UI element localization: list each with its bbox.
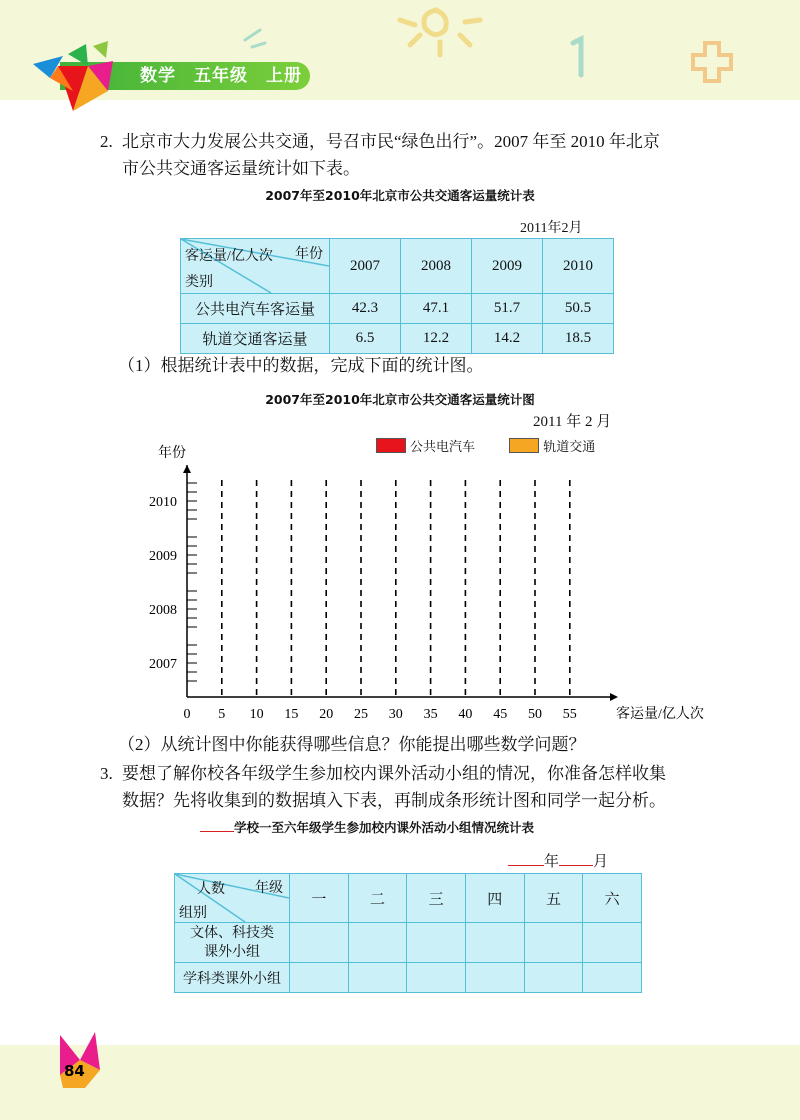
input-cell[interactable] [465,923,524,963]
table-2-caption [200,818,620,836]
table-2-diagonal-header [175,874,290,923]
input-cell[interactable] [583,963,642,993]
table-cell: 42.3 [330,294,401,324]
year-header-cell: 2008 [401,239,472,294]
table-row [181,324,614,354]
question-2-line-2: 市公共交通客运量统计如下表。 [122,159,360,178]
x-tick-label: 35 [423,707,438,722]
x-axis-arrow [610,693,618,701]
input-cell[interactable] [290,963,349,993]
x-tick-label: 15 [284,707,299,722]
x-axis-label: 客运量/亿人次 [616,707,704,722]
x-tick-label: 20 [319,707,334,722]
grade-header-cell: 三 [407,874,466,923]
grade-header-cell: 二 [348,874,407,923]
header-category-label: 类别 [185,275,213,290]
header-group-label: 组别 [179,906,207,921]
table-1-diagonal-header [181,239,330,294]
input-cell[interactable] [290,923,349,963]
chart-date: 2011 年 2 月 [533,414,612,430]
table-cell: 12.2 [401,324,472,354]
x-tick-label: 25 [354,707,368,722]
x-tick-label: 40 [458,707,473,722]
header-count-label: 人数 [197,882,225,897]
legend-label-bus: 公共电汽车 [410,440,476,455]
row-label: 公共电汽车客运量 [181,294,330,324]
input-cell[interactable] [465,963,524,993]
y-axis-arrow [183,465,191,473]
month-label: 月 [593,854,609,870]
footer-band [0,1045,800,1120]
transit-table [180,238,614,354]
question-3-text [100,760,710,814]
x-tick-label: 45 [493,707,508,722]
grade-header-cell: 五 [524,874,583,923]
page-corner-logo-icon [55,1030,105,1090]
table-cell: 50.5 [543,294,614,324]
year-header-cell: 2007 [330,239,401,294]
chart-caption: 2007年至2010年北京市公共交通客运量统计图 [265,392,535,407]
plus-doodle-icon [690,40,735,85]
table-cell: 47.1 [401,294,472,324]
y-axis-label: 年份 [158,446,186,461]
input-cell[interactable] [407,963,466,993]
question-2-number: 2. [100,132,113,151]
sun-doodle-icon [380,0,510,70]
tangram-logo-icon [28,36,128,116]
grade-header-cell: 一 [290,874,349,923]
month-blank[interactable] [559,865,593,866]
input-cell[interactable] [348,923,407,963]
y-tick-label: 2009 [149,549,177,564]
x-tick-label: 30 [388,707,403,722]
input-cell[interactable] [524,963,583,993]
table-2-caption-text: 学校一至六年级学生参加校内课外活动小组情况统计表 [234,820,535,835]
header-year-label: 年份 [295,247,323,262]
table-cell: 6.5 [330,324,401,354]
y-tick-label: 2008 [149,603,177,618]
table-row [181,294,614,324]
table-1-caption: 2007年至2010年北京市公共交通客运量统计表 [265,188,535,203]
table-row [175,923,642,963]
legend-label-rail: 轨道交通 [543,440,596,455]
row-label-line-1: 文体、科技类 [190,925,274,941]
header-volume-label: 客运量/亿人次 [185,249,273,264]
question-3-line-1: 要想了解你校各年级学生参加校内课外活动小组的情况，你准备怎样收集 [122,764,666,783]
page-number: 84 [64,1062,85,1080]
y-tick-label: 2007 [149,657,177,672]
table-2-date [508,850,608,871]
table-cell: 18.5 [543,324,614,354]
x-tick-label: 0 [183,707,191,722]
input-cell[interactable] [348,963,407,993]
sub-question-1: （1）根据统计表中的数据，完成下面的统计图。 [118,356,484,375]
year-header-cell: 2010 [543,239,614,294]
year-blank[interactable] [508,865,544,866]
x-tick-label: 10 [249,707,264,722]
header-title: 数学 五年级 上册 [140,66,302,86]
input-cell[interactable] [407,923,466,963]
year-header-cell: 2009 [472,239,543,294]
question-3-line-2: 数据？先将收集到的数据填入下表，再制成条形统计图和同学一起分析。 [122,791,666,810]
table-cell: 14.2 [472,324,543,354]
input-cell[interactable] [583,923,642,963]
x-tick-label: 5 [218,707,226,722]
row-label: 学科类课外小组 [175,963,290,993]
x-tick-label: 50 [528,707,542,722]
sub-question-2: （2）从统计图中你能获得哪些信息？你能提出哪些数学问题？ [118,735,586,754]
activity-table [174,873,642,993]
row-label-line-2: 课外小组 [204,944,260,960]
row-label [175,923,290,963]
input-cell[interactable] [524,923,583,963]
y-tick-label: 2010 [149,495,177,510]
bar-chart [140,440,720,730]
sparkle-doodle-icon [240,25,270,55]
number-one-doodle-icon [565,35,590,80]
row-label: 轨道交通客运量 [181,324,330,354]
school-name-blank[interactable] [200,831,234,832]
x-tick-label: 55 [562,707,577,722]
grade-header-cell: 六 [583,874,642,923]
header-grade-label: 年级 [255,881,283,896]
year-label: 年 [544,854,560,870]
question-2-line-1: 北京市大力发展公共交通，号召市民“绿色出行”。2007 年至 2010 年北京 [122,132,660,151]
question-2-text [100,128,710,182]
grade-header-cell: 四 [465,874,524,923]
table-row [175,963,642,993]
table-1-date: 2011年2月 [520,221,583,236]
table-cell: 51.7 [472,294,543,324]
question-3-number: 3. [100,764,113,783]
